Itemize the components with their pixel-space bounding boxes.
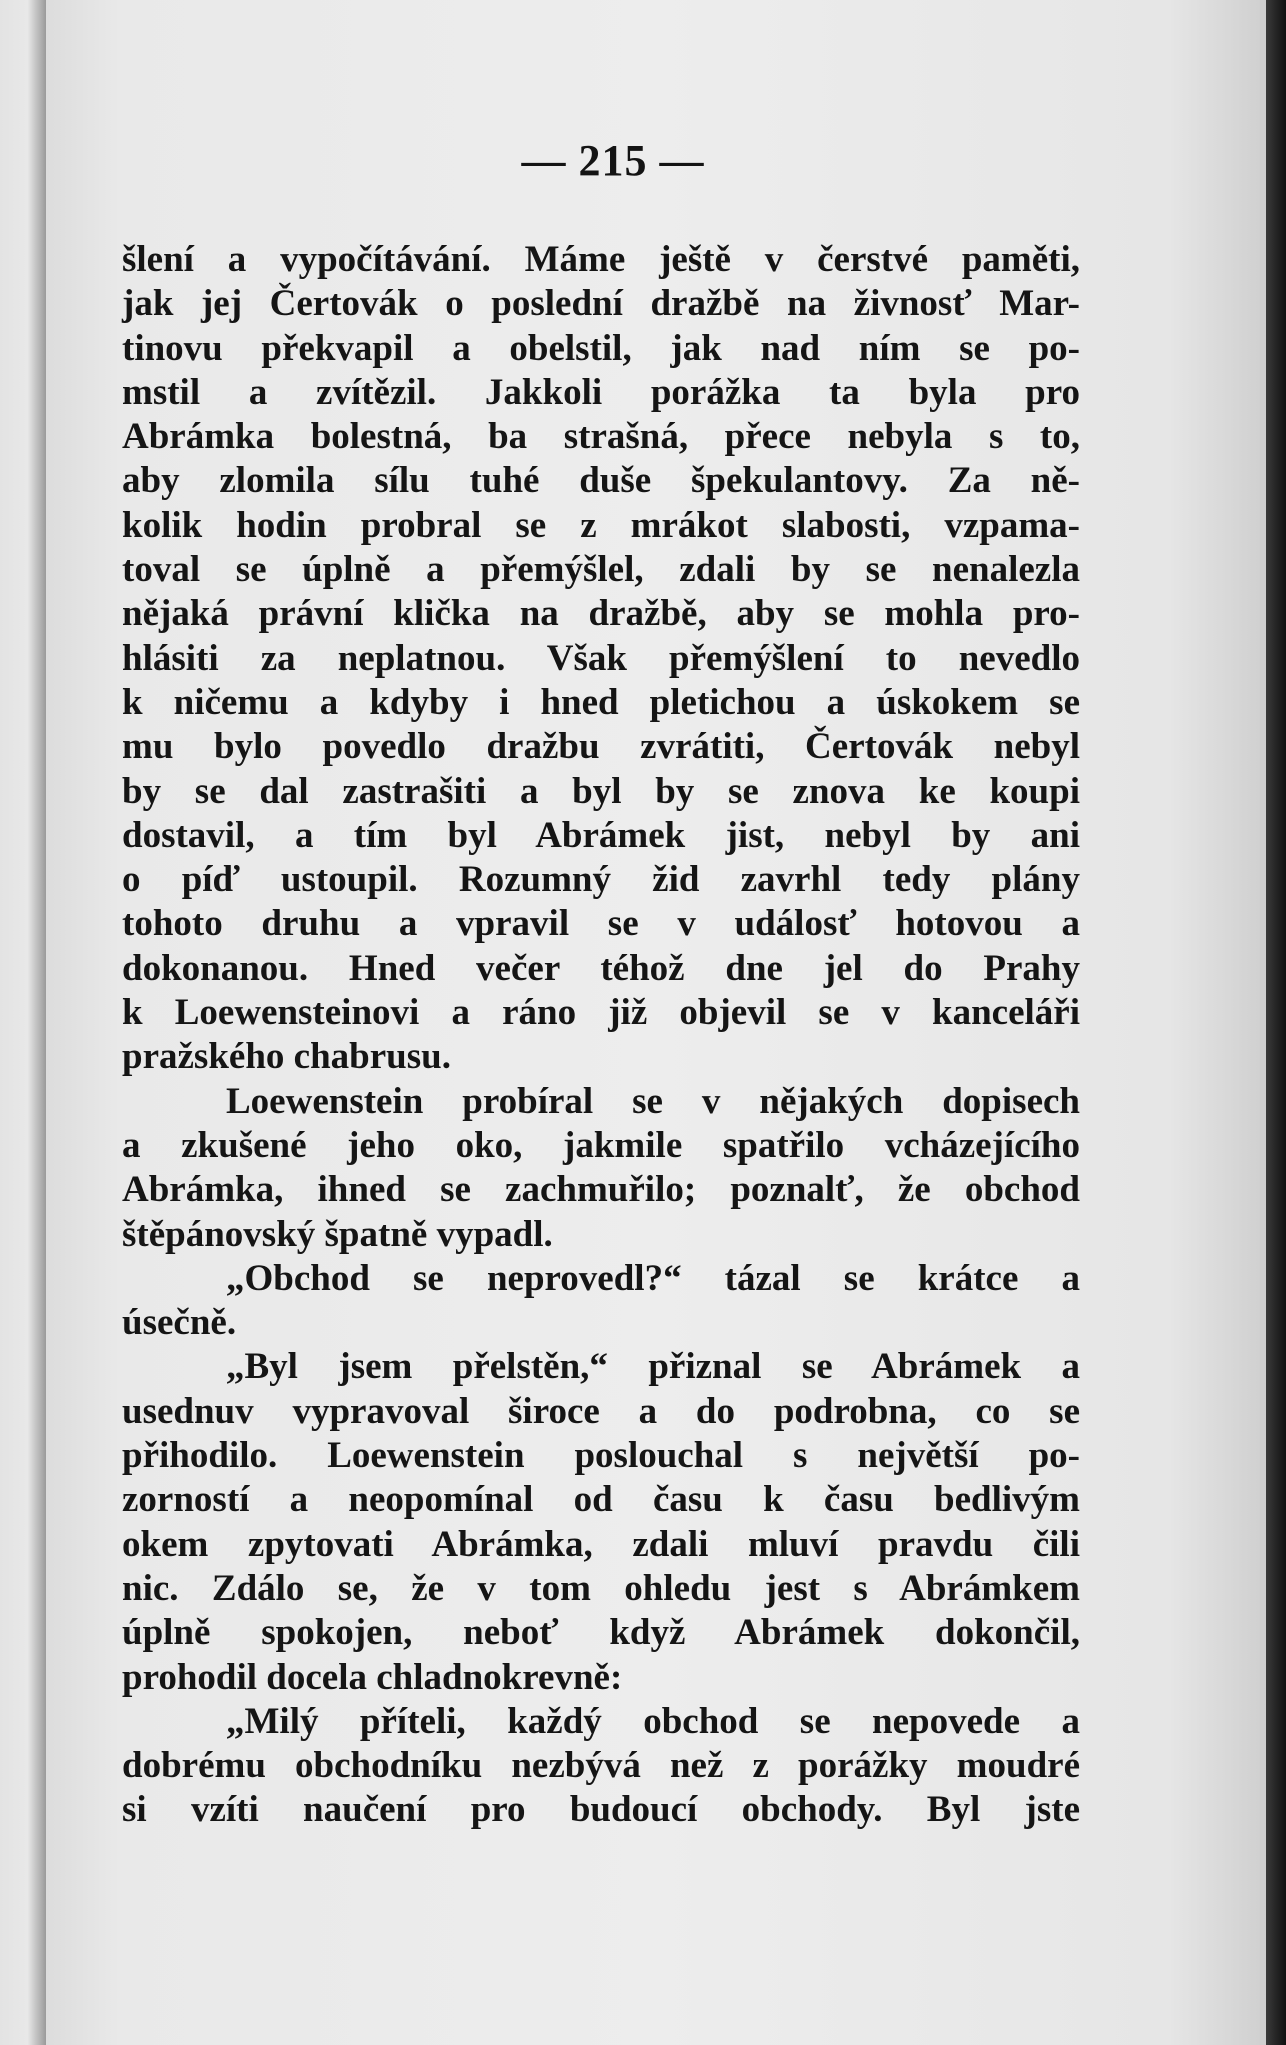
- text-line: jak jej Čertovák o poslední dražbě na živnosť Mar-: [122, 283, 1080, 325]
- text-line: Loewenstein probíral se v nějakých dopisech: [226, 1080, 1080, 1122]
- facing-page-edge: [0, 0, 46, 2045]
- text-line: štěpánovský špatně vypadl.: [122, 1213, 553, 1255]
- text-line: by se dal zastrašiti a byl by se znova ke koupi: [122, 770, 1080, 812]
- text-line: dostavil, a tím byl Abrámek jist, nebyl by ani: [122, 814, 1080, 856]
- body-text: [122, 238, 1080, 1833]
- text-line: pražského chabrusu.: [122, 1036, 451, 1078]
- text-line: si vzíti naučení pro budoucí obchody. Byl jste: [122, 1789, 1080, 1831]
- text-line: o píď ustoupil. Rozumný žid zavrhl tedy plány: [122, 859, 1080, 901]
- text-line: a zkušené jeho oko, jakmile spatřilo vcházejícího: [122, 1124, 1080, 1166]
- text-line: usednuv vypravoval široce a do podrobna, co se: [122, 1390, 1080, 1432]
- text-line: hlásiti za neplatnou. Však přemýšlení to nevedlo: [122, 637, 1080, 679]
- text-line: aby zlomila sílu tuhé duše špekulantovy. Za ně-: [122, 460, 1080, 502]
- text-line: okem zpytovati Abrámka, zdali mluví pravdu čili: [122, 1523, 1080, 1565]
- page-number: — 215 —: [521, 136, 705, 185]
- text-line: prohodil docela chladnokrevně:: [122, 1656, 623, 1698]
- text-line: mstil a zvítězil. Jakkoli porážka ta byla pro: [122, 371, 1080, 413]
- text-line: k Loewensteinovi a ráno již objevil se v kanceláři: [122, 992, 1080, 1034]
- text-line: nějaká právní klička na dražbě, aby se mohla pro-: [122, 593, 1080, 635]
- text-line: „Byl jsem přelstěn,“ přiznal se Abrámek a: [226, 1346, 1080, 1388]
- text-line: nic. Zdálo se, že v tom ohledu jest s Abrámkem: [122, 1567, 1080, 1609]
- text-line: tinovu překvapil a obelstil, jak nad ním se po-: [122, 327, 1080, 369]
- text-line: mu bylo povedlo dražbu zvrátiti, Čertovák nebyl: [122, 726, 1080, 768]
- text-line: kolik hodin probral se z mrákot slabosti, vzpama-: [122, 504, 1080, 546]
- text-line: úplně spokojen, neboť když Abrámek dokončil,: [122, 1612, 1080, 1654]
- text-line: tohoto druhu a vpravil se v událosť hotovou a: [122, 903, 1080, 945]
- text-line: přihodilo. Loewenstein poslouchal s největší po-: [122, 1435, 1080, 1477]
- text-line: šlení a vypočítávání. Máme ještě v čerstvé paměti,: [122, 239, 1080, 280]
- text-line: dobrému obchodníku nezbývá než z porážky moudré: [122, 1745, 1080, 1787]
- text-line: Abrámka, ihned se zachmuřilo; poznalť, že obchod: [122, 1169, 1080, 1211]
- text-line: Abrámka bolestná, ba strašná, přece nebyla s to,: [122, 416, 1080, 458]
- text-line: toval se úplně a přemýšlel, zdali by se nenalezla: [122, 549, 1080, 591]
- text-line: dokonanou. Hned večer téhož dne jel do Prahy: [122, 947, 1080, 989]
- text-line: „Milý příteli, každý obchod se nepovede a: [226, 1700, 1080, 1742]
- text-line: úsečně.: [122, 1302, 237, 1344]
- text-line: zorností a neopomínal od času k času bedlivým: [122, 1479, 1080, 1521]
- text-line: k ničemu a kdyby i hned pletichou a úskokem se: [122, 681, 1080, 723]
- page-shadow-edge: [1266, 0, 1286, 2045]
- text-line: „Obchod se neprovedl?“ tázal se krátce a: [226, 1257, 1080, 1299]
